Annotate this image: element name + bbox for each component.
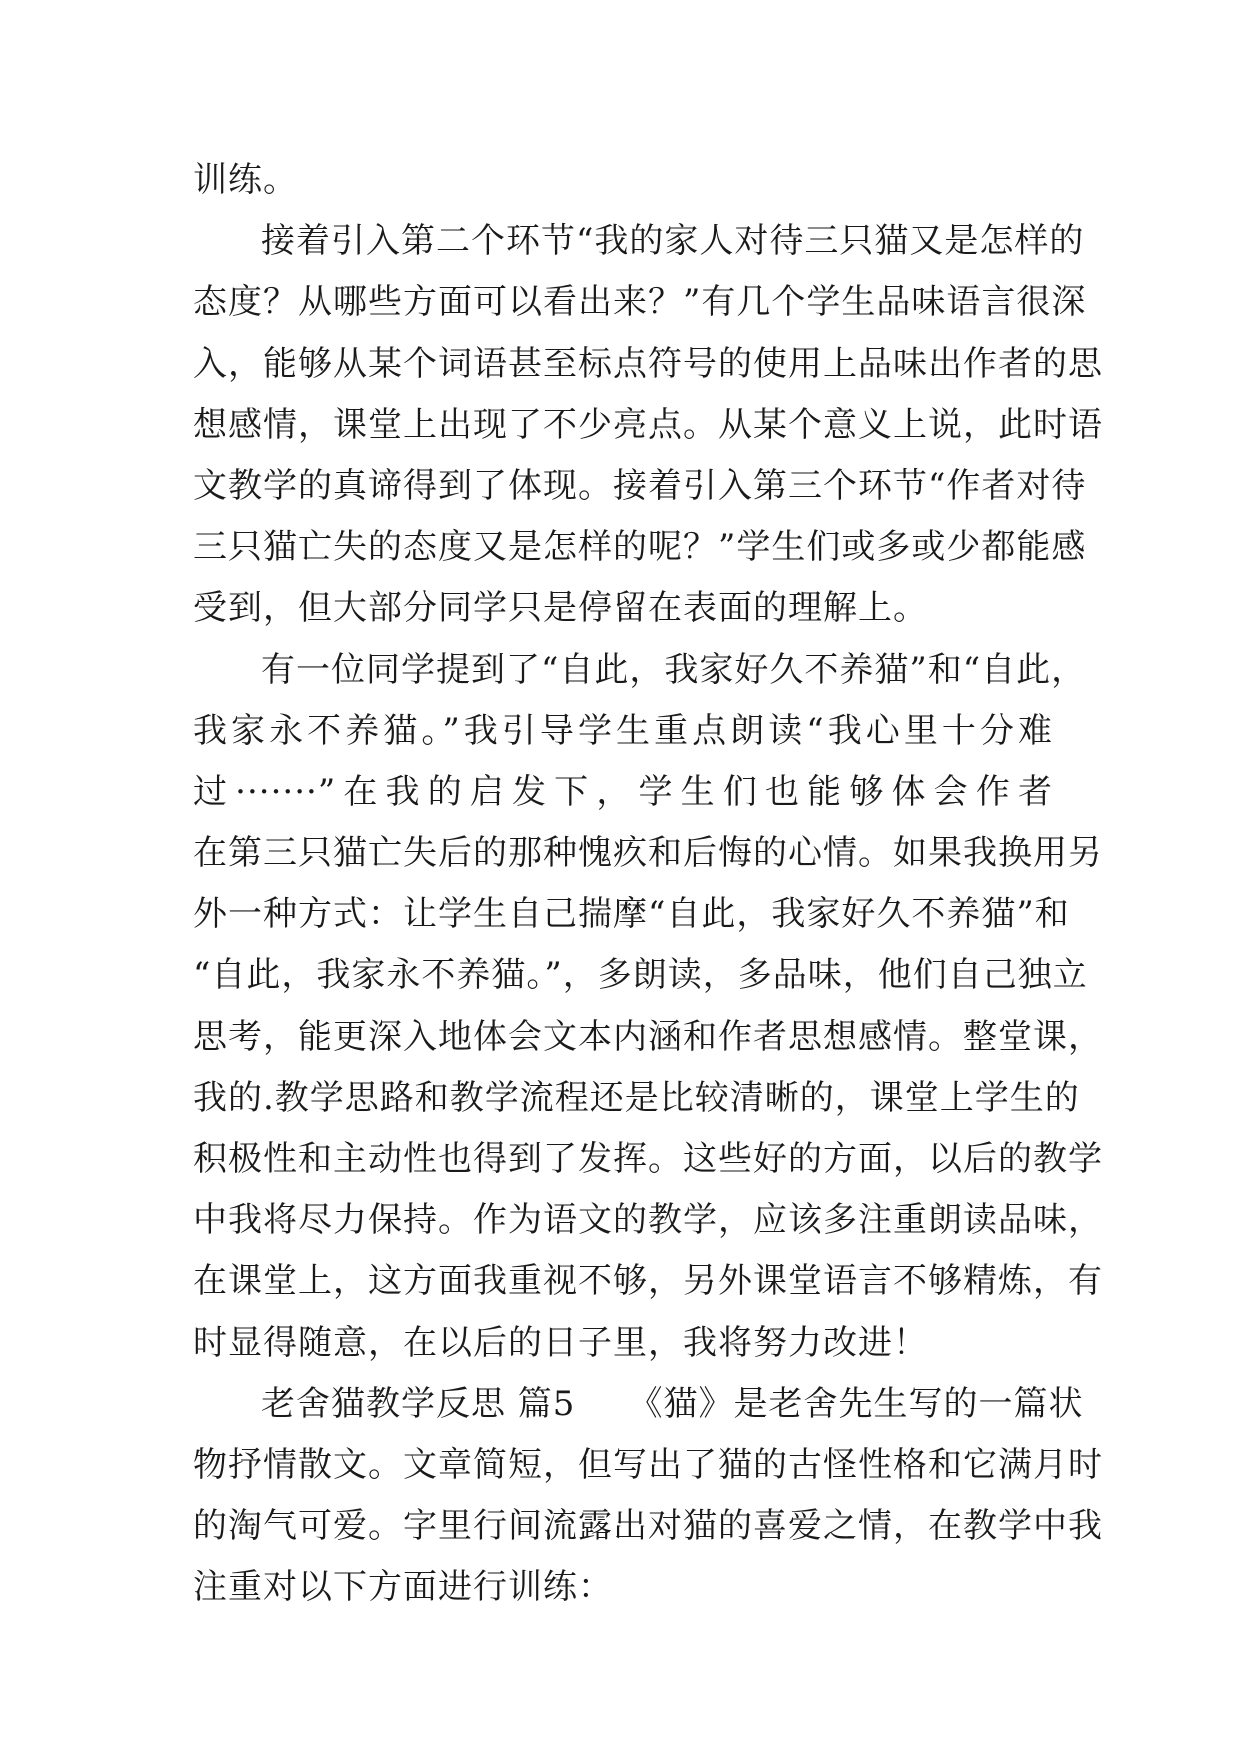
text-line: 想感情，课堂上出现了不少亮点。从某个意义上说，此时语 xyxy=(193,404,1103,445)
text-line: 文教学的真谛得到了体现。接着引入第三个环节“作者对待 xyxy=(193,465,1087,506)
text-line: 老舍猫教学反思 篇5 《猫》是老舍先生写的一篇状 xyxy=(261,1383,1084,1424)
text-line: 接着引入第二个环节“我的家人对待三只猫又是怎样的 xyxy=(261,221,1085,262)
text-line: 入，能够从某个词语甚至标点符号的使用上品味出作者的思 xyxy=(193,343,1103,384)
text-line: 有一位同学提到了“自此，我家好久不养猫”和“自此， xyxy=(261,649,1087,690)
text-line: 在课堂上，这方面我重视不够，另外课堂语言不够精炼，有 xyxy=(193,1261,1103,1302)
text-line: 我家永不养猫。”我引导学生重点朗读“我心里十分难 xyxy=(193,710,1053,751)
text-line: 时显得随意，在以后的日子里，我将努力改进！ xyxy=(193,1322,928,1363)
text-line: 过·······”在我的启发下，学生们也能够体会作者 xyxy=(193,771,1053,812)
document-body xyxy=(193,150,1103,1619)
text-line: 我的.教学思路和教学流程还是比较清晰的，课堂上学生的 xyxy=(193,1077,1080,1118)
text-line: 受到，但大部分同学只是停留在表面的理解上。 xyxy=(193,588,928,629)
text-line: 三只猫亡失的态度又是怎样的呢？”学生们或多或少都能感 xyxy=(193,527,1087,568)
text-line: 在第三只猫亡失后的那种愧疚和后悔的心情。如果我换用另 xyxy=(193,833,1103,874)
text-line: 态度？从哪些方面可以看出来？”有几个学生品味语言很深 xyxy=(193,282,1087,323)
text-line: 中我将尽力保持。作为语文的教学，应该多注重朗读品味， xyxy=(193,1200,1103,1241)
text-line: 注重对以下方面进行训练： xyxy=(193,1567,613,1608)
text-line: 积极性和主动性也得到了发挥。这些好的方面，以后的教学 xyxy=(193,1139,1103,1179)
text-line: 的淘气可爱。字里行间流露出对猫的喜爱之情，在教学中我 xyxy=(193,1506,1103,1547)
text-line: “自此，我家永不养猫。”，多朗读，多品味，他们自己独立 xyxy=(193,955,1088,996)
text-line: 外一种方式：让学生自己揣摩“自此，我家好久不养猫”和 xyxy=(193,894,1070,935)
text-line: 训练。 xyxy=(193,160,298,200)
text-line: 思考，能更深入地体会文本内涵和作者思想感情。整堂课， xyxy=(193,1016,1103,1057)
text-line: 物抒情散文。文章简短，但写出了猫的古怪性格和它满月时 xyxy=(193,1444,1103,1485)
